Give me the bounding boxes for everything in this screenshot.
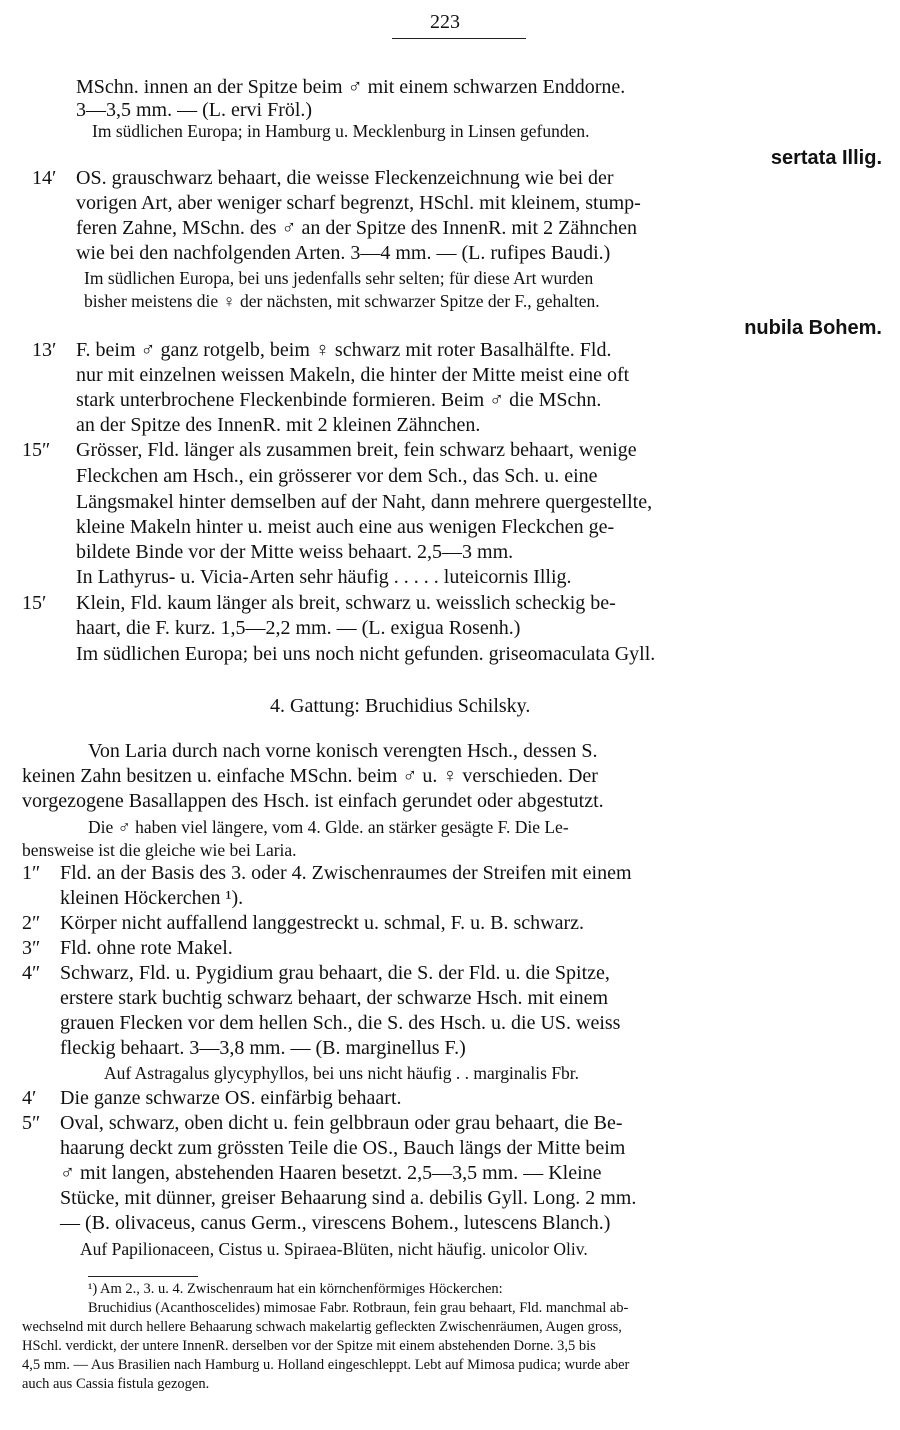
text-line: ♂ mit langen, abstehenden Haaren besetzt. 2,5—3,5 mm. — Kleine <box>60 1162 602 1184</box>
text-line: erstere stark buchtig schwarz behaart, der schwarze Hsch. mit einem <box>60 987 609 1009</box>
text-line: Fld. an der Basis des 3. oder 4. Zwischenraumes der Streifen mit einem <box>60 862 632 884</box>
footnote-line: HSchl. verdickt, der untere InnenR. derselben vor der Spitze mit einem abstehenden Dorne. 3,5 bis <box>22 1338 596 1354</box>
key-number: 15′ <box>22 592 47 614</box>
page-number: 223 <box>430 11 460 33</box>
text-line: Die ganze schwarze OS. einfärbig behaart. <box>60 1087 402 1109</box>
text-line: Fleckchen am Hsch., ein grösserer vor dem Sch., das Sch. u. eine <box>76 465 598 487</box>
text-line: vorgezogene Basallappen des Hsch. ist einfach gerundet oder abgestutzt. <box>22 790 604 812</box>
section-heading: 4. Gattung: Bruchidius Schilsky. <box>270 695 531 717</box>
text-line: fleckig behaart. 3—3,8 mm. — (B. marginellus F.) <box>60 1037 466 1059</box>
key-number: 15″ <box>22 439 51 461</box>
footnote-line: 4,5 mm. — Aus Brasilien nach Hamburg u. Holland eingeschleppt. Lebt auf Mimosa pudica; wurde aber <box>22 1357 630 1373</box>
footnote-line: wechselnd mit durch hellere Behaarung schwach makelartig gefleckten Zwischenräumen, Augen gross, <box>22 1319 622 1335</box>
text-line: Von Laria durch nach vorne konisch verengten Hsch., dessen S. <box>88 740 598 762</box>
text-line: 3—3,5 mm. — (L. ervi Fröl.) <box>76 99 313 121</box>
text-line: Schwarz, Fld. u. Pygidium grau behaart, die S. der Fld. u. die Spitze, <box>60 962 610 984</box>
key-number: 4′ <box>22 1087 37 1109</box>
key-number: 2″ <box>22 912 41 934</box>
footnote-rule <box>88 1276 198 1277</box>
text-line: Oval, schwarz, oben dicht u. fein gelbbraun oder grau behaart, die Be- <box>60 1112 623 1134</box>
text-line: an der Spitze des InnenR. mit 2 kleinen Zähnchen. <box>76 414 481 436</box>
footnote-line: auch aus Cassia fistula gezogen. <box>22 1376 210 1392</box>
text-line: kleine Makeln hinter u. meist auch eine aus wenigen Fleckchen ge- <box>76 516 615 538</box>
footnote-line: Bruchidius (Acanthoscelides) mimosae Fabr. Rotbraun, fein grau behaart, Fld. manchmal ab- <box>88 1300 629 1316</box>
text-line: F. beim ♂ ganz rotgelb, beim ♀ schwarz mit roter Basalhälfte. Fld. <box>76 339 612 361</box>
key-number: 5″ <box>22 1112 41 1134</box>
text-line: bensweise ist die gleiche wie bei Laria. <box>22 840 297 860</box>
text-line: bisher meistens die ♀ der nächsten, mit schwarzer Spitze der F., gehalten. <box>84 291 600 311</box>
text-line: vorigen Art, aber weniger scharf begrenzt, HSchl. mit kleinem, stump- <box>76 192 641 214</box>
text-line: Im südlichen Europa, bei uns jedenfalls sehr selten; für diese Art wurden <box>84 268 594 288</box>
header-rule <box>392 38 526 39</box>
text-line: OS. grauschwarz behaart, die weisse Fleckenzeichnung wie bei der <box>76 167 614 189</box>
text-line: Grösser, Fld. länger als zusammen breit, fein schwarz behaart, wenige <box>76 439 637 461</box>
text-line: MSchn. innen an der Spitze beim ♂ mit einem schwarzen Enddorne. <box>76 76 626 98</box>
text-line: haarung deckt zum grössten Teile die OS., Bauch längs der Mitte beim <box>60 1137 626 1159</box>
text-line: Fld. ohne rote Makel. <box>60 937 233 959</box>
text-line: Klein, Fld. kaum länger als breit, schwarz u. weisslich scheckig be- <box>76 592 616 614</box>
species-name: sertata Illig. <box>770 147 882 169</box>
text-line: Im südlichen Europa; in Hamburg u. Mecklenburg in Linsen gefunden. <box>92 121 590 141</box>
text-line: nur mit einzelnen weissen Makeln, die hinter der Mitte meist eine oft <box>76 364 630 386</box>
species-name: nubila Bohem. <box>744 317 882 339</box>
text-line: Stücke, mit dünner, greiser Behaarung sind a. debilis Gyll. Long. 2 mm. <box>60 1187 637 1209</box>
text-line: Auf Papilionaceen, Cistus u. Spiraea-Blüten, nicht häufig. unicolor Oliv. <box>80 1239 588 1259</box>
key-number: 13′ <box>32 339 57 361</box>
key-number: 1″ <box>22 862 41 884</box>
text-line: Die ♂ haben viel längere, vom 4. Glde. an stärker gesägte F. Die Le- <box>88 817 569 837</box>
text-line: In Lathyrus- u. Vicia-Arten sehr häufig . . . . . luteicornis Illig. <box>76 566 572 588</box>
text-line: feren Zahne, MSchn. des ♂ an der Spitze des InnenR. mit 2 Zähnchen <box>76 217 637 239</box>
text-line: stark unterbrochene Fleckenbinde formieren. Beim ♂ die MSchn. <box>76 389 602 411</box>
key-number: 3″ <box>22 937 41 959</box>
text-line: Längsmakel hinter demselben auf der Naht, dann mehrere quergestellte, <box>76 491 653 513</box>
text-line: Körper nicht auffallend langgestreckt u. schmal, F. u. B. schwarz. <box>60 912 584 934</box>
text-line: kleinen Höckerchen ¹). <box>60 887 244 909</box>
text-line: — (B. olivaceus, canus Germ., virescens Bohem., lutescens Blanch.) <box>60 1212 611 1234</box>
text-line: wie bei den nachfolgenden Arten. 3—4 mm. — (L. rufipes Baudi.) <box>76 242 611 264</box>
text-line: Im südlichen Europa; bei uns noch nicht gefunden. griseomaculata Gyll. <box>76 643 656 665</box>
key-number: 4″ <box>22 962 41 984</box>
footnote-line: ¹) Am 2., 3. u. 4. Zwischenraum hat ein körnchenförmiges Höckerchen: <box>88 1281 503 1297</box>
text-line: Auf Astragalus glycyphyllos, bei uns nicht häufig . . marginalis Fbr. <box>104 1063 580 1083</box>
key-number: 14′ <box>32 167 57 189</box>
text-line: keinen Zahn besitzen u. einfache MSchn. beim ♂ u. ♀ verschieden. Der <box>22 765 598 787</box>
text-line: grauen Flecken vor dem hellen Sch., die S. des Hsch. u. die US. weiss <box>60 1012 621 1034</box>
text-line: haart, die F. kurz. 1,5—2,2 mm. — (L. exigua Rosenh.) <box>76 617 521 639</box>
text-line: bildete Binde vor der Mitte weiss behaart. 2,5—3 mm. <box>76 541 514 563</box>
